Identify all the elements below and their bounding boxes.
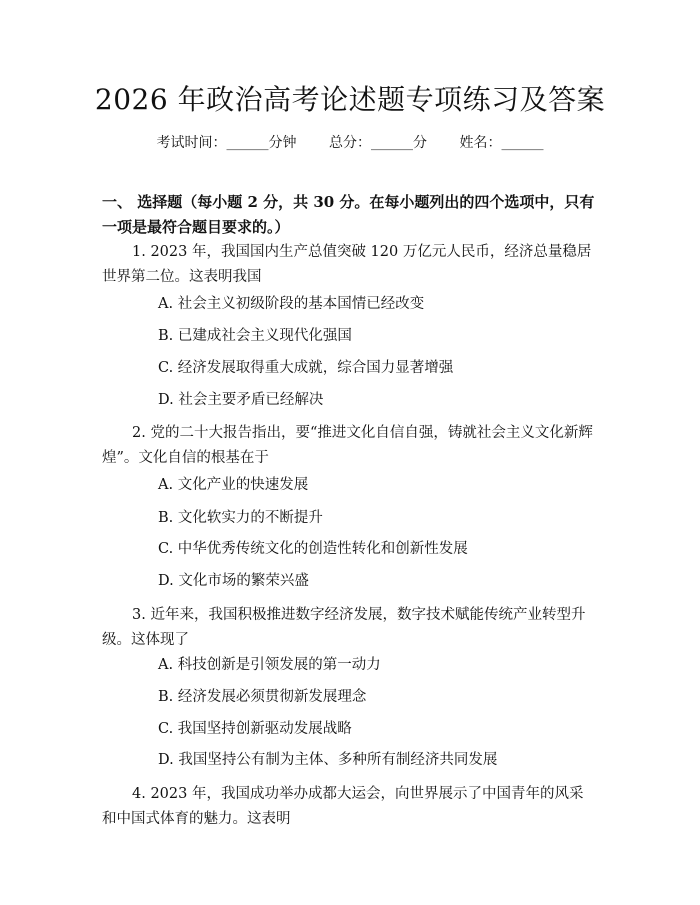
question-option: B. 经济发展必须贯彻新发展理念: [158, 689, 367, 705]
student-name-field: 姓名：______: [459, 135, 544, 151]
question-option: B. 文化软实力的不断提升: [158, 510, 323, 526]
exam-meta: [0, 132, 700, 152]
section-heading: 一、 选择题（每小题 2 分，共 30 分。在每小题列出的四个选项中，只有一项是最符合题目要求的。）: [102, 193, 595, 236]
question-stem: 4. 2023 年，我国成功举办成都大运会，向世界展示了中国青年的风采和中国式体育的魅力。这表明: [102, 786, 584, 827]
question-option: B. 已建成社会主义现代化强国: [158, 328, 352, 344]
question-stem: 3. 近年来，我国积极推进数字经济发展，数字技术赋能传统产业转型升级。这体现了: [102, 607, 586, 648]
question-stem: 2. 党的二十大报告指出，要“推进文化自信自强，铸就社会主义文化新辉煌”。文化自信的根基在于: [102, 425, 593, 466]
question-option: D. 我国坚持公有制为主体、多种所有制经济共同发展: [158, 752, 498, 768]
question-option: A. 社会主义初级阶段的基本国情已经改变: [158, 296, 425, 312]
question-option: C. 我国坚持创新驱动发展战略: [158, 721, 352, 737]
question-option: A. 科技创新是引领发展的第一动力: [158, 657, 381, 673]
question-option: C. 经济发展取得重大成就，综合国力显著增强: [158, 360, 454, 376]
total-score-field: 总分：______分: [329, 135, 427, 151]
question-option: C. 中华优秀传统文化的创造性转化和创新性发展: [158, 541, 468, 557]
question-option: D. 文化市场的繁荣兴盛: [158, 573, 309, 589]
question-option: A. 文化产业的快速发展: [158, 477, 309, 493]
question-option: D. 社会主要矛盾已经解决: [158, 392, 324, 408]
exam-time-field: 考试时间：______分钟: [156, 135, 297, 151]
question-stem: 1. 2023 年，我国国内生产总值突破 120 万亿元人民币，经济总量稳居世界第二位。这表明我国: [102, 244, 592, 285]
page-title: 2026 年政治高考论述题专项练习及答案: [94, 83, 606, 116]
